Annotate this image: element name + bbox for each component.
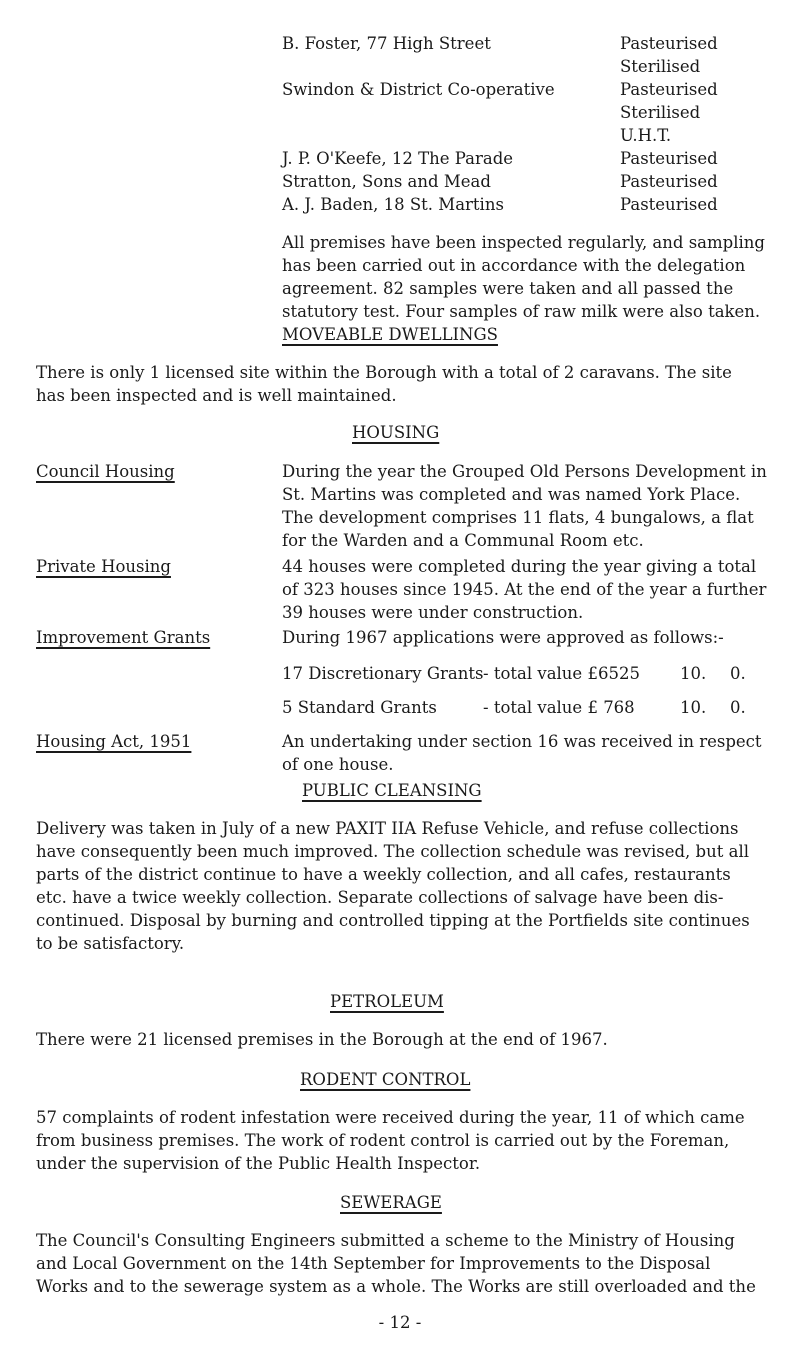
- side-label-council-housing: Council Housing: [36, 462, 175, 481]
- section-heading-petroleum: PETROLEUM: [330, 992, 444, 1011]
- page-number: - 12 -: [378, 1313, 422, 1332]
- dairy-name: J. P. O'Keefe, 12 The Parade: [282, 149, 514, 168]
- rodent-control-paragraph: 57 complaints of rodent infestation were received during the year, 11 of which came from business premises. The work of rodent control is carried out by the Foreman, under the supervision of the Public Health Inspector.: [36, 1108, 745, 1173]
- section-heading-sewerage: SEWERAGE: [340, 1193, 442, 1212]
- petroleum-paragraph: There were 21 licensed premises in the Borough at the end of 1967.: [36, 1030, 608, 1049]
- dairy-name: B. Foster, 77 High Street: [282, 34, 491, 53]
- council-housing-paragraph: During the year the Grouped Old Persons Development in St. Martins was completed and was named York Place. The development comprises 11 flats, 4 bungalows, a flat for the Warden and a Communal Room etc.: [282, 462, 767, 550]
- dairy-treatment: Pasteurised: [620, 80, 718, 99]
- housing-act-paragraph: An undertaking under section 16 was received in respect of one house.: [282, 732, 762, 774]
- sewerage-paragraph: The Council's Consulting Engineers submitted a scheme to the Ministry of Housing and Local Government on the 14th September for Improvements to the Disposal Works and to the sewerage system as a whole. The Works are still overloaded and the: [36, 1231, 756, 1296]
- dairy-treatment: Sterilised: [620, 103, 701, 122]
- grant-total: - total value £6525: [483, 664, 640, 683]
- grant-item: 17 Discretionary Grants: [282, 664, 484, 683]
- dairy-treatment: Pasteurised: [620, 149, 718, 168]
- dairy-name: Stratton, Sons and Mead: [282, 172, 491, 191]
- milk-sampling-paragraph: All premises have been inspected regularly, and sampling has been carried out in accordance with the delegation agreement. 82 samples were taken and all passed the statutory test. Four samples of raw milk were also taken.: [282, 233, 765, 321]
- side-label-private-housing: Private Housing: [36, 557, 171, 576]
- dairy-name: A. J. Baden, 18 St. Martins: [282, 195, 504, 214]
- grant-pence: 0.: [730, 698, 746, 717]
- section-heading-housing: HOUSING: [352, 423, 440, 442]
- grant-total: - total value £ 768: [483, 698, 635, 717]
- grant-shillings: 10.: [680, 698, 707, 717]
- private-housing-paragraph: 44 houses were completed during the year giving a total of 323 houses since 1945. At the end of the year a further 39 houses were under construction.: [282, 557, 767, 622]
- public-cleansing-paragraph: Delivery was taken in July of a new PAXIT IIA Refuse Vehicle, and refuse collections have consequently been much improved. The collection schedule was revised, but all parts of the district continue to have a weekly collection, and all cafes, restaurants etc. have a twice weekly collection. Separate collections of salvage have been dis-continued. Disposal by burning and controlled tipping at the Portfields site continues to be satisfactory.: [36, 819, 750, 953]
- dairy-treatment: Pasteurised: [620, 34, 718, 53]
- section-heading-rodent-control: RODENT CONTROL: [300, 1070, 471, 1089]
- side-label-housing-act: Housing Act, 1951: [36, 732, 192, 751]
- dairy-treatment: Pasteurised: [620, 195, 718, 214]
- dairy-treatment: Sterilised: [620, 57, 701, 76]
- section-heading-public-cleansing: PUBLIC CLEANSING: [302, 781, 482, 800]
- grant-item: 5 Standard Grants: [282, 698, 437, 717]
- moveable-dwellings-paragraph: There is only 1 licensed site within the Borough with a total of 2 caravans. The site has been inspected and is well maintained.: [36, 363, 732, 405]
- dairy-treatment: Pasteurised: [620, 172, 718, 191]
- dairy-name: Swindon & District Co-operative: [282, 80, 555, 99]
- dairy-treatment: U.H.T.: [620, 126, 672, 145]
- grant-pence: 0.: [730, 664, 746, 683]
- improvement-grants-intro: During 1967 applications were approved as follows:-: [282, 628, 724, 647]
- grant-shillings: 10.: [680, 664, 707, 683]
- section-heading-moveable-dwellings: MOVEABLE DWELLINGS: [282, 325, 498, 344]
- side-label-improvement-grants: Improvement Grants: [36, 628, 211, 647]
